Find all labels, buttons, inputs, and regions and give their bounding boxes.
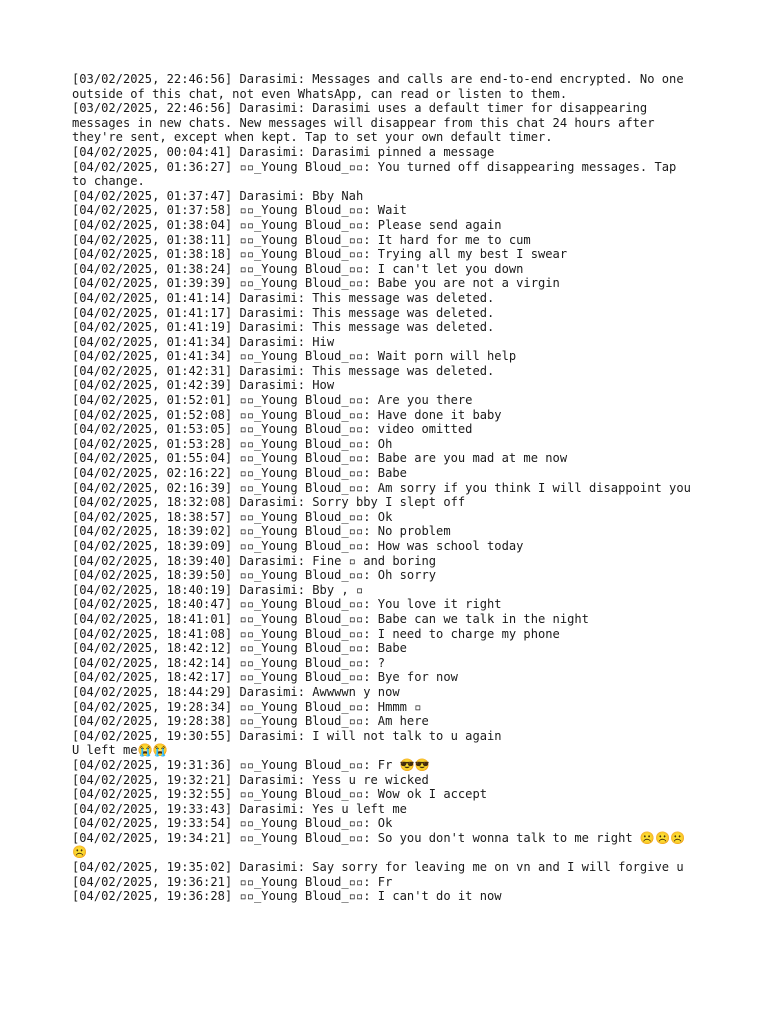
chat-message-line: [04/02/2025, 01:39:39] ▫▫_Young Bloud_▫▫: Babe you are not a virgin — [72, 276, 560, 291]
chat-message-line: [04/02/2025, 19:33:43] Darasimi: Yes u left me — [72, 801, 407, 816]
chat-message-line: [04/02/2025, 18:40:19] Darasimi: Bby , ▫ — [72, 582, 364, 597]
chat-message-line: [04/02/2025, 00:04:41] Darasimi: Darasimi pinned a message — [72, 144, 495, 159]
chat-message-line: [04/02/2025, 19:28:34] ▫▫_Young Bloud_▫▫: Hmmm ▫ — [72, 699, 422, 714]
chat-message-line: [04/02/2025, 01:52:01] ▫▫_Young Bloud_▫▫: Are you there — [72, 393, 473, 408]
chat-message-line: [04/02/2025, 01:38:24] ▫▫_Young Bloud_▫▫: I can't let you down — [72, 261, 524, 276]
chat-message-line: [04/02/2025, 01:53:28] ▫▫_Young Bloud_▫▫: Oh — [72, 436, 393, 451]
chat-message-line: [04/02/2025, 18:39:02] ▫▫_Young Bloud_▫▫: No problem — [72, 524, 451, 539]
chat-message-line: [04/02/2025, 02:16:39] ▫▫_Young Bloud_▫▫: Am sorry if you think I will disappoint you — [72, 480, 691, 495]
chat-message-line: [04/02/2025, 18:42:12] ▫▫_Young Bloud_▫▫: Babe — [72, 641, 407, 656]
chat-message-line: [04/02/2025, 18:42:14] ▫▫_Young Bloud_▫▫: ? — [72, 655, 386, 670]
chat-message-line: [04/02/2025, 19:34:21] ▫▫_Young Bloud_▫▫: So you don't wonna talk to me right ☹️☹️☹️☹️ — [72, 830, 686, 860]
chat-transcript — [72, 72, 698, 904]
chat-message-line: [04/02/2025, 18:39:40] Darasimi: Fine ▫ and boring — [72, 553, 437, 568]
chat-message-line: [04/02/2025, 19:36:21] ▫▫_Young Bloud_▫▫: Fr — [72, 874, 393, 889]
chat-message-line: [04/02/2025, 01:53:05] ▫▫_Young Bloud_▫▫: video omitted — [72, 422, 473, 437]
chat-message-line: [04/02/2025, 19:32:55] ▫▫_Young Bloud_▫▫: Wow ok I accept — [72, 787, 488, 802]
chat-message-line: [04/02/2025, 19:28:38] ▫▫_Young Bloud_▫▫: Am here — [72, 714, 429, 729]
chat-message-line: [03/02/2025, 22:46:56] Darasimi: Darasimi uses a default timer for disappearing messages in new chats. New messages will disappear from this chat 24 hours after they're sent, except when kept. Tap to set your own default timer. — [72, 101, 662, 145]
chat-message-line: [04/02/2025, 01:38:18] ▫▫_Young Bloud_▫▫: Trying all my best I swear — [72, 247, 568, 262]
chat-message-line: [04/02/2025, 01:42:39] Darasimi: How — [72, 378, 335, 393]
chat-message-line: [04/02/2025, 18:42:17] ▫▫_Young Bloud_▫▫: Bye for now — [72, 670, 458, 685]
chat-message-line: [04/02/2025, 18:39:09] ▫▫_Young Bloud_▫▫: How was school today — [72, 539, 524, 553]
chat-message-line: [04/02/2025, 01:38:04] ▫▫_Young Bloud_▫▫: Please send again — [72, 217, 502, 232]
chat-message-line: [03/02/2025, 22:46:56] Darasimi: Messages and calls are end-to-end encrypted. No one outside of this chat, not even WhatsApp, can read or listen to them. — [72, 72, 691, 101]
chat-message-line: [04/02/2025, 01:41:19] Darasimi: This message was deleted. — [72, 320, 495, 335]
chat-message-line: [04/02/2025, 18:32:08] Darasimi: Sorry bby I slept off — [72, 495, 466, 510]
chat-message-line: [04/02/2025, 01:36:27] ▫▫_Young Bloud_▫▫: You turned off disappearing messages. Tap to change. — [72, 159, 684, 189]
chat-message-line: [04/02/2025, 01:37:58] ▫▫_Young Bloud_▫▫: Wait — [72, 203, 407, 218]
chat-message-line: [04/02/2025, 01:37:47] Darasimi: Bby Nah — [72, 188, 364, 203]
chat-message-line: [04/02/2025, 19:32:21] Darasimi: Yess u re wicked — [72, 772, 429, 787]
chat-message-line: [04/02/2025, 01:52:08] ▫▫_Young Bloud_▫▫: Have done it baby — [72, 407, 502, 422]
chat-message-line: [04/02/2025, 01:41:14] Darasimi: This message was deleted. — [72, 290, 495, 305]
chat-message-line: [04/02/2025, 01:38:11] ▫▫_Young Bloud_▫▫: It hard for me to cum — [72, 232, 531, 247]
chat-message-line: [04/02/2025, 19:36:28] ▫▫_Young Bloud_▫▫: I can't do it now — [72, 889, 502, 904]
chat-message-line: [04/02/2025, 01:41:17] Darasimi: This message was deleted. — [72, 305, 495, 320]
chat-message-line: [04/02/2025, 18:41:01] ▫▫_Young Bloud_▫▫: Babe can we talk in the night — [72, 611, 589, 626]
chat-message-line: [04/02/2025, 18:39:50] ▫▫_Young Bloud_▫▫: Oh sorry — [72, 568, 437, 583]
chat-message-line: [04/02/2025, 18:44:29] Darasimi: Awwwwn y now — [72, 684, 400, 699]
chat-message-line: [04/02/2025, 19:35:02] Darasimi: Say sorry for leaving me on vn and I will forgive u — [72, 860, 684, 875]
chat-message-line: [04/02/2025, 18:38:57] ▫▫_Young Bloud_▫▫: Ok — [72, 509, 393, 524]
chat-message-line: [04/02/2025, 02:16:22] ▫▫_Young Bloud_▫▫: Babe — [72, 466, 407, 481]
chat-message-line: [04/02/2025, 19:31:36] ▫▫_Young Bloud_▫▫: Fr 😎😎 — [72, 757, 430, 772]
chat-message-line: [04/02/2025, 01:55:04] ▫▫_Young Bloud_▫▫: Babe are you mad at me now — [72, 451, 568, 466]
chat-message-line: [04/02/2025, 19:30:55] Darasimi: I will not talk to u again U left me😭😭 — [72, 728, 502, 758]
chat-message-line: [04/02/2025, 01:41:34] ▫▫_Young Bloud_▫▫: Wait porn will help — [72, 349, 517, 364]
chat-message-line: [04/02/2025, 01:42:31] Darasimi: This message was deleted. — [72, 363, 495, 378]
chat-message-line: [04/02/2025, 18:41:08] ▫▫_Young Bloud_▫▫: I need to charge my phone — [72, 626, 560, 641]
chat-message-line: [04/02/2025, 18:40:47] ▫▫_Young Bloud_▫▫: You love it right — [72, 597, 502, 612]
chat-message-line: [04/02/2025, 01:41:34] Darasimi: Hiw — [72, 334, 335, 349]
chat-export-page — [72, 72, 698, 904]
chat-message-line: [04/02/2025, 19:33:54] ▫▫_Young Bloud_▫▫: Ok — [72, 816, 393, 831]
